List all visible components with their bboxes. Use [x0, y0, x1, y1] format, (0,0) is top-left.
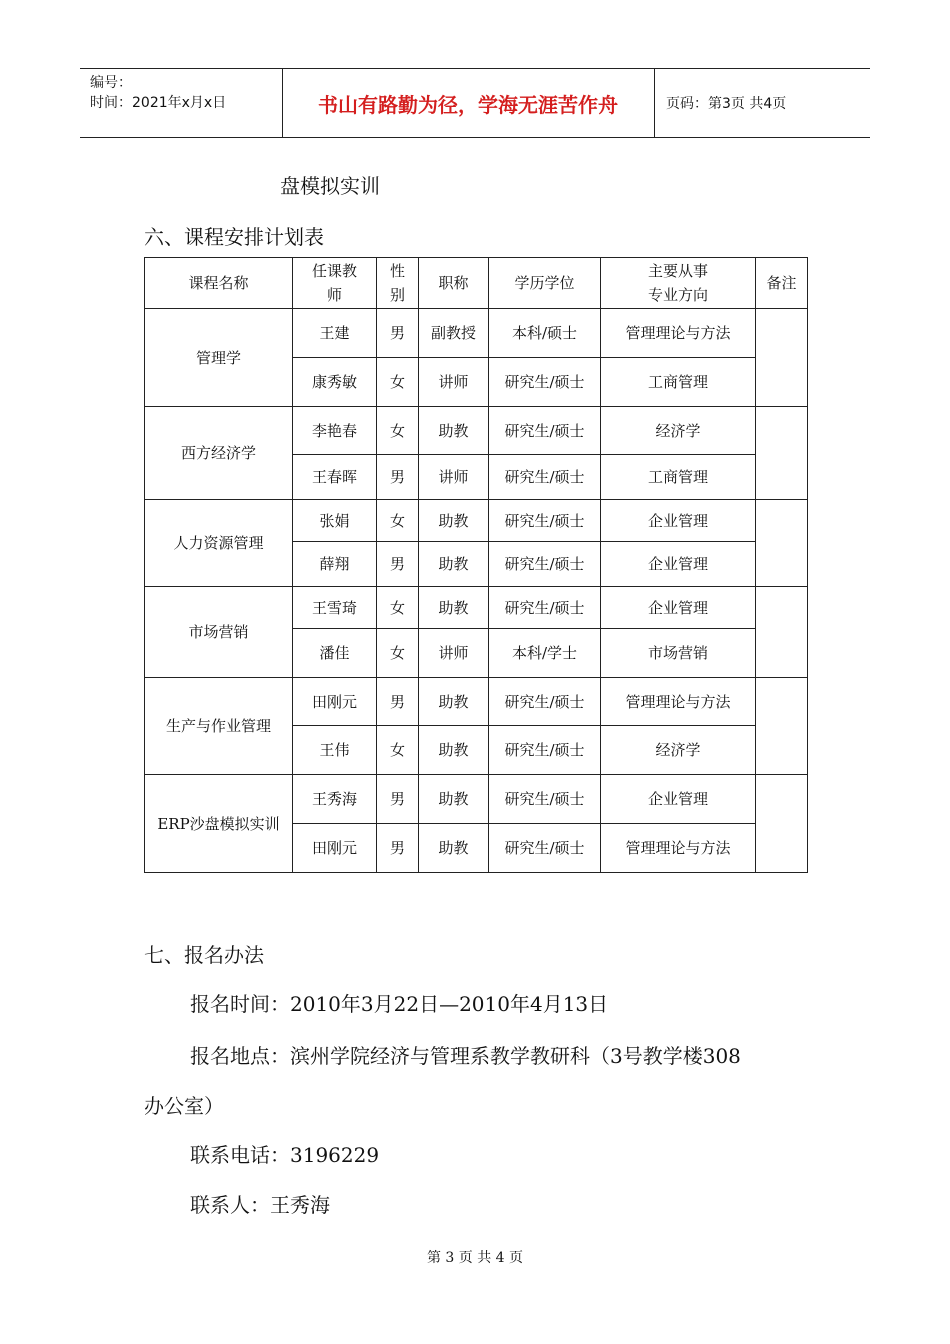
- title-cell: 助教: [419, 775, 489, 824]
- title-cell: 助教: [419, 726, 489, 775]
- degree-cell: 研究生/硕士: [489, 500, 601, 542]
- gender-cell: 男: [377, 455, 419, 500]
- course-name-cell: 管理学: [145, 309, 293, 407]
- title-cell: 讲师: [419, 629, 489, 678]
- degree-cell: 研究生/硕士: [489, 824, 601, 873]
- teacher-name-cell: 王雪琦: [293, 587, 377, 629]
- teacher-name-cell: 田刚元: [293, 824, 377, 873]
- header-remark: 备注: [756, 258, 808, 309]
- gender-cell: 女: [377, 358, 419, 407]
- teacher-name-cell: 王春晖: [293, 455, 377, 500]
- degree-cell: 研究生/硕士: [489, 455, 601, 500]
- teacher-name-cell: 潘佳: [293, 629, 377, 678]
- header-number-label: 编号：: [90, 75, 132, 91]
- major-cell: 管理理论与方法: [601, 678, 756, 726]
- signup-time: 报名时间：2010年3月22日—2010年4月13日: [190, 992, 609, 1016]
- teacher-name-cell: 王秀海: [293, 775, 377, 824]
- title-cell: 副教授: [419, 309, 489, 358]
- gender-cell: 女: [377, 587, 419, 629]
- header-gender: 性 别: [377, 258, 419, 309]
- major-cell: 企业管理: [601, 500, 756, 542]
- remark-cell: [756, 587, 808, 678]
- remark-cell: [756, 678, 808, 775]
- degree-cell: 本科/学士: [489, 629, 601, 678]
- title-cell: 助教: [419, 407, 489, 455]
- course-name-cell: 人力资源管理: [145, 500, 293, 587]
- major-cell: 管理理论与方法: [601, 309, 756, 358]
- degree-cell: 研究生/硕士: [489, 407, 601, 455]
- gender-cell: 女: [377, 726, 419, 775]
- gender-cell: 男: [377, 775, 419, 824]
- remark-cell: [756, 500, 808, 587]
- course-name-cell: 市场营销: [145, 587, 293, 678]
- gender-cell: 女: [377, 407, 419, 455]
- degree-cell: 研究生/硕士: [489, 726, 601, 775]
- header-major: 主要从事 专业方向: [601, 258, 756, 309]
- remark-cell: [756, 407, 808, 500]
- header-course: 课程名称: [145, 258, 293, 309]
- table-row: [145, 309, 808, 358]
- title-cell: 讲师: [419, 455, 489, 500]
- header-degree: 学历学位: [489, 258, 601, 309]
- table-row: [145, 407, 808, 455]
- title-cell: 助教: [419, 824, 489, 873]
- section-7-title: 七、报名办法: [144, 943, 264, 967]
- gender-cell: 男: [377, 824, 419, 873]
- teacher-name-cell: 田刚元: [293, 678, 377, 726]
- continued-line: 盘模拟实训: [280, 174, 380, 198]
- table-row: [145, 587, 808, 629]
- table-row: [145, 775, 808, 824]
- degree-cell: 研究生/硕士: [489, 542, 601, 587]
- title-cell: 讲师: [419, 358, 489, 407]
- teacher-name-cell: 张娟: [293, 500, 377, 542]
- course-schedule-table: [144, 257, 808, 873]
- course-name-cell: 生产与作业管理: [145, 678, 293, 775]
- teacher-name-cell: 李艳春: [293, 407, 377, 455]
- header-divider: [654, 69, 655, 137]
- major-cell: 企业管理: [601, 587, 756, 629]
- gender-cell: 男: [377, 542, 419, 587]
- table-header-row: [145, 258, 808, 309]
- title-cell: 助教: [419, 587, 489, 629]
- header-meta: [90, 73, 280, 113]
- contact-phone: 联系电话：3196229: [190, 1143, 380, 1167]
- major-cell: 经济学: [601, 407, 756, 455]
- teacher-name-cell: 康秀敏: [293, 358, 377, 407]
- remark-cell: [756, 309, 808, 407]
- major-cell: 工商管理: [601, 358, 756, 407]
- signup-location-line1: 报名地点：滨州学院经济与管理系教学教研科（3号教学楼308: [190, 1044, 741, 1068]
- gender-cell: 女: [377, 629, 419, 678]
- header-motto: 书山有路勤为径，学海无涯苦作舟: [318, 92, 618, 117]
- gender-cell: 女: [377, 500, 419, 542]
- degree-cell: 本科/硕士: [489, 309, 601, 358]
- gender-cell: 男: [377, 309, 419, 358]
- course-name-cell: 西方经济学: [145, 407, 293, 500]
- teacher-name-cell: 王伟: [293, 726, 377, 775]
- gender-cell: 男: [377, 678, 419, 726]
- major-cell: 管理理论与方法: [601, 824, 756, 873]
- title-cell: 助教: [419, 678, 489, 726]
- header-title: 职称: [419, 258, 489, 309]
- degree-cell: 研究生/硕士: [489, 775, 601, 824]
- header-page-label: 页码：第3页 共4页: [666, 96, 787, 112]
- major-cell: 企业管理: [601, 775, 756, 824]
- course-name-cell: ERP沙盘模拟实训: [145, 775, 293, 873]
- title-cell: 助教: [419, 500, 489, 542]
- table-row: [145, 500, 808, 542]
- degree-cell: 研究生/硕士: [489, 678, 601, 726]
- title-cell: 助教: [419, 542, 489, 587]
- page-header: [80, 68, 870, 138]
- degree-cell: 研究生/硕士: [489, 358, 601, 407]
- page-footer: 第 3 页 共 4 页: [426, 1250, 524, 1266]
- teacher-name-cell: 薛翔: [293, 542, 377, 587]
- table-row: [145, 678, 808, 726]
- teacher-name-cell: 王建: [293, 309, 377, 358]
- degree-cell: 研究生/硕士: [489, 587, 601, 629]
- header-teacher: 任课教 师: [293, 258, 377, 309]
- remark-cell: [756, 775, 808, 873]
- major-cell: 市场营销: [601, 629, 756, 678]
- section-6-title: 六、课程安排计划表: [144, 225, 324, 249]
- contact-person: 联系人：王秀海: [190, 1193, 330, 1217]
- major-cell: 工商管理: [601, 455, 756, 500]
- signup-location-line2: 办公室）: [144, 1094, 224, 1118]
- major-cell: 经济学: [601, 726, 756, 775]
- major-cell: 企业管理: [601, 542, 756, 587]
- header-time-label: 时间：2021年x月x日: [90, 95, 227, 111]
